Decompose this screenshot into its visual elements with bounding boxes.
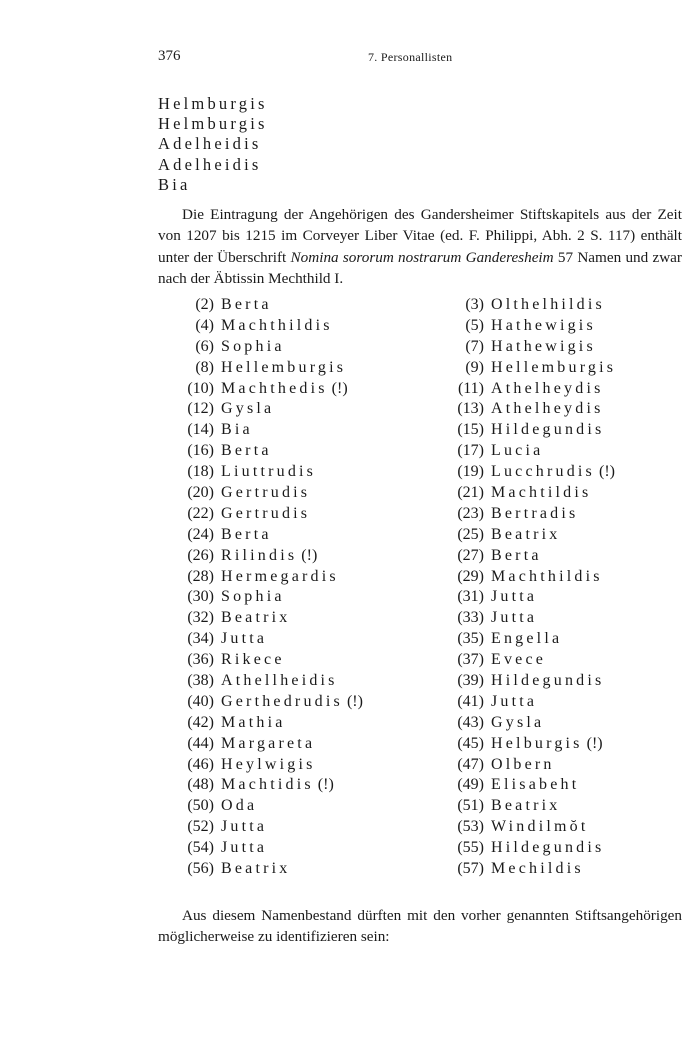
entry-name: Jutta [221, 818, 268, 836]
entry-name: Beatrix [491, 525, 561, 543]
entry-number: (21) [457, 484, 484, 502]
entry-name: Berta [221, 525, 272, 543]
entry-number: (51) [457, 797, 484, 815]
entry-number: (40) [187, 692, 214, 710]
entry-number: (20) [187, 484, 214, 502]
list-row [0, 505, 700, 526]
entry-number: (16) [187, 442, 214, 460]
list-row [0, 380, 700, 401]
list-row [0, 588, 700, 609]
entry-name: Jutta [491, 588, 538, 606]
entry-number: (3) [465, 296, 484, 313]
entry-name-cell [221, 714, 286, 732]
running-head: 7. Personallisten [368, 50, 453, 64]
entry-name: Hellemburgis [491, 358, 617, 376]
entry-name-cell [221, 735, 315, 753]
entry-name-cell [491, 296, 605, 314]
entry-name-cell [221, 609, 291, 627]
entry-name: Rikece [221, 651, 285, 669]
entry-name-cell [221, 588, 285, 606]
entry-name-cell [491, 756, 555, 774]
entry-number: (38) [187, 672, 214, 690]
entry-number: (50) [187, 797, 214, 815]
entry-name-cell [491, 776, 579, 794]
entry-name: Jutta [221, 630, 268, 648]
entry-name-cell [221, 756, 316, 774]
entry-number: (12) [187, 400, 214, 418]
entry-name: Machtildis [491, 484, 592, 502]
entry-name-cell [491, 359, 616, 377]
list-row [0, 547, 700, 568]
entry-number: (15) [457, 421, 484, 439]
entry-name: Gertrudis [221, 484, 311, 502]
entry-name: Bia [221, 421, 253, 439]
entry-name: Athelheydis [491, 379, 604, 397]
entry-name-cell [221, 442, 272, 460]
entry-number: (2) [195, 296, 214, 313]
entry-name-cell [221, 463, 316, 481]
entry-name: Gertrudis [221, 504, 311, 522]
list-row [0, 630, 700, 651]
entry-name: Jutta [221, 839, 268, 857]
entry-name: Sophia [221, 337, 285, 355]
entry-name-cell [491, 400, 604, 418]
top-name: Adelheidis [158, 134, 262, 154]
sic-mark: (!) [301, 546, 318, 564]
entry-name: Machtidis [221, 776, 314, 794]
closing-paragraph [158, 905, 682, 948]
entry-number: (36) [187, 651, 214, 669]
entry-name: Hildegundis [491, 672, 605, 690]
list-row [0, 526, 700, 547]
entry-name-cell [491, 839, 604, 857]
entry-name-cell [491, 484, 591, 502]
entry-name-cell [221, 484, 310, 502]
sic-mark: (!) [331, 379, 348, 397]
entry-number: (31) [457, 588, 484, 606]
entry-name: Berta [221, 296, 272, 313]
list-row [0, 756, 700, 777]
list-row [0, 651, 700, 672]
entry-number: (41) [457, 692, 484, 710]
list-row [0, 735, 700, 756]
list-row [0, 860, 700, 881]
entry-name: Lucchrudis [491, 463, 595, 481]
list-row [0, 421, 700, 442]
entry-name: Gerthedrudis [221, 692, 343, 710]
list-row [0, 484, 700, 505]
entry-number: (34) [187, 630, 214, 648]
entry-number: (17) [457, 442, 484, 460]
entry-name: Jutta [491, 692, 538, 710]
entry-number: (52) [187, 818, 214, 836]
list-row [0, 672, 700, 693]
entry-name-cell [491, 568, 603, 586]
entry-number: (46) [187, 755, 214, 773]
entry-number: (19) [457, 463, 484, 481]
entry-number: (13) [457, 400, 484, 418]
entry-number: (27) [457, 546, 484, 564]
entry-number: (55) [457, 839, 484, 857]
list-row [0, 693, 700, 714]
entry-number: (25) [457, 525, 484, 543]
entry-name: Bertradis [491, 504, 579, 522]
entry-name: Machthildis [221, 316, 333, 334]
entry-name-cell [491, 442, 543, 460]
entry-name-cell [491, 735, 603, 753]
list-row [0, 296, 700, 317]
entry-number: (35) [457, 630, 484, 648]
entry-name-cell [221, 693, 363, 711]
entry-number: (56) [187, 860, 214, 878]
entry-name: Windilmŏt [491, 818, 589, 836]
entry-name: Berta [221, 442, 272, 460]
list-row [0, 714, 700, 735]
entry-name: Olthelhildis [491, 296, 605, 313]
entry-name-cell [491, 630, 562, 648]
entry-name-cell [221, 776, 334, 794]
entry-name: Gysla [491, 713, 545, 731]
entry-number: (7) [465, 337, 484, 355]
entry-name: Rilindis [221, 546, 298, 564]
entry-number: (8) [195, 358, 214, 376]
entry-name: Gysla [221, 400, 275, 418]
intro-text-start: Die Eintragung der Angehörigen des Gandersheimer Stiftskapitels aus der Zeit von 1207 bis 1215 im Corveyer Liber Vitae (ed. F. Philippi, Abh. 2 S. 117) enthält unter der Überschrift [158, 206, 682, 266]
entry-number: (44) [187, 734, 214, 752]
entry-name: Helburgis [491, 734, 583, 752]
list-row [0, 463, 700, 484]
top-name-list [158, 94, 268, 195]
sic-mark: (!) [317, 776, 334, 794]
entry-name-cell [491, 672, 604, 690]
entry-number: (14) [187, 421, 214, 439]
entry-name-cell [221, 505, 310, 523]
sic-mark: (!) [346, 692, 363, 710]
entry-number: (29) [457, 567, 484, 585]
entry-number: (43) [457, 713, 484, 731]
entry-number: (23) [457, 504, 484, 522]
entry-number: (45) [457, 734, 484, 752]
entry-name-cell [221, 547, 317, 565]
entry-name-cell [491, 714, 544, 732]
entry-number: (22) [187, 504, 214, 522]
entry-name-cell [221, 359, 346, 377]
entry-name: Heylwigis [221, 755, 316, 773]
entry-name-cell [491, 380, 604, 398]
list-row [0, 568, 700, 589]
entry-name-cell [221, 400, 274, 418]
entry-name-cell [491, 797, 561, 815]
entry-name-cell [221, 818, 267, 836]
entry-name-cell [221, 526, 272, 544]
entry-name: Hildegundis [491, 839, 605, 857]
entry-name-cell [221, 421, 253, 439]
top-name: Helmburgis [158, 94, 268, 113]
entry-name: Hathewigis [491, 316, 596, 334]
entry-number: (6) [195, 337, 214, 355]
closing-text: Aus diesem Namenbestand dürften mit den vorher genannten Stiftsangehörigen möglicherweise zu identifizieren sein: [158, 907, 682, 946]
intro-text-end: 57 Namen und zwar nach der Äbtissin Mechthild I. [158, 248, 682, 287]
entry-name-cell [491, 526, 561, 544]
entry-name: Beatrix [221, 860, 291, 878]
entry-number: (39) [457, 672, 484, 690]
entry-name-cell [491, 609, 537, 627]
entry-name-cell [491, 547, 542, 565]
entry-name-cell [221, 568, 339, 586]
entry-number: (32) [187, 609, 214, 627]
entry-number: (42) [187, 713, 214, 731]
entry-number: (53) [457, 818, 484, 836]
top-name: Bia [158, 174, 191, 194]
entry-name: Oda [221, 797, 258, 815]
entry-name-cell [221, 797, 257, 815]
entry-name-cell [221, 338, 285, 356]
page-header [0, 48, 700, 70]
entry-name-cell [221, 317, 333, 335]
entry-name-cell [221, 651, 285, 669]
top-name: Helmburgis [158, 114, 268, 134]
intro-heading-italic: Nomina sororum nostrarum Ganderesheim [290, 248, 554, 266]
entry-name: Beatrix [221, 609, 291, 627]
entry-name: Hildegundis [491, 421, 605, 439]
entry-name: Olbern [491, 755, 555, 773]
entry-name: Margareta [221, 734, 316, 752]
entry-number: (24) [187, 525, 214, 543]
entry-name-cell [221, 630, 267, 648]
entry-name: Jutta [491, 609, 538, 627]
list-row [0, 442, 700, 463]
entry-name-cell [221, 672, 338, 690]
entry-name: Hellemburgis [221, 358, 347, 376]
list-row [0, 818, 700, 839]
top-name: Adelheidis [158, 154, 262, 174]
list-row [0, 776, 700, 797]
page-number: 376 [158, 48, 181, 64]
entry-name: Sophia [221, 588, 285, 606]
entry-number: (5) [465, 316, 484, 334]
entry-number: (57) [457, 860, 484, 878]
entry-number: (10) [187, 379, 214, 397]
list-row [0, 359, 700, 380]
list-row [0, 317, 700, 338]
entry-name: Berta [491, 546, 542, 564]
entry-name: Lucia [491, 442, 544, 460]
entry-name: Hathewigis [491, 337, 596, 355]
entry-number: (49) [457, 776, 484, 794]
entry-name-cell [491, 651, 546, 669]
entry-name-cell [491, 505, 578, 523]
entry-name-cell [491, 588, 537, 606]
entry-name: Mechildis [491, 860, 584, 878]
entry-name: Athelheydis [491, 400, 604, 418]
entry-name: Machthildis [491, 567, 603, 585]
entry-number: (11) [457, 379, 484, 397]
entry-name: Liuttrudis [221, 463, 317, 481]
entry-number: (28) [187, 567, 214, 585]
entry-name-cell [221, 380, 348, 398]
entry-name-cell [491, 860, 584, 878]
entry-name-cell [491, 317, 596, 335]
sic-mark: (!) [586, 734, 603, 752]
list-row [0, 839, 700, 860]
entry-name-cell [491, 463, 615, 481]
entry-name: Hermegardis [221, 567, 339, 585]
entry-name-cell [491, 338, 596, 356]
entry-number: (30) [187, 588, 214, 606]
numbered-name-list [0, 296, 700, 881]
entry-number: (47) [457, 755, 484, 773]
entry-name-cell [221, 296, 272, 314]
list-row [0, 609, 700, 630]
entry-number: (18) [187, 463, 214, 481]
entry-number: (37) [457, 651, 484, 669]
entry-number: (33) [457, 609, 484, 627]
entry-name-cell [221, 839, 267, 857]
list-row [0, 338, 700, 359]
entry-name: Athellheidis [221, 672, 338, 690]
list-row [0, 400, 700, 421]
entry-name-cell [491, 693, 537, 711]
sic-mark: (!) [598, 463, 615, 481]
entry-name-cell [221, 860, 291, 878]
entry-name-cell [491, 421, 604, 439]
intro-paragraph [158, 204, 682, 289]
entry-name: Machthedis [221, 379, 328, 397]
entry-name: Evece [491, 651, 547, 669]
list-row [0, 797, 700, 818]
entry-number: (48) [187, 776, 214, 794]
entry-number: (9) [465, 358, 484, 376]
entry-name: Mathia [221, 713, 286, 731]
entry-number: (54) [187, 839, 214, 857]
entry-name: Beatrix [491, 797, 561, 815]
entry-name-cell [491, 818, 589, 836]
entry-number: (4) [195, 316, 214, 334]
entry-number: (26) [187, 546, 214, 564]
entry-name: Elisabeht [491, 776, 580, 794]
entry-name: Engella [491, 630, 563, 648]
